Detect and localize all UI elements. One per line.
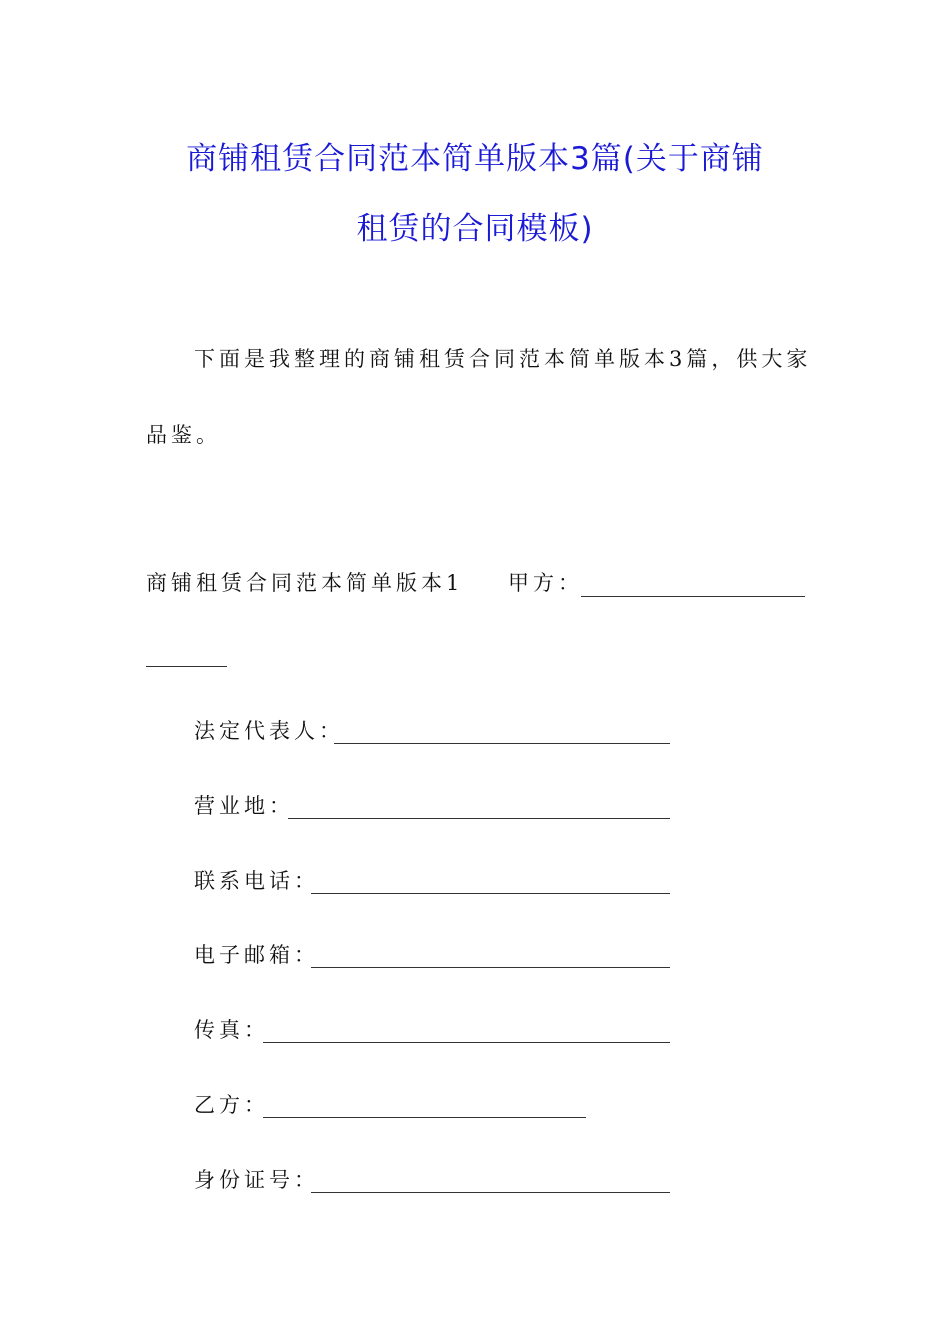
business-address-blank-line [288,818,670,819]
id-number-blank-line [311,1192,670,1193]
party-b-label: 乙方： [194,1093,269,1117]
phone-label: 联系电话： [194,869,319,893]
document-title-line-2: 租赁的合同模板) [356,211,594,247]
business-address-label: 营业地： [194,794,294,818]
document-title-line-1: 商铺租赁合同范本简单版本3篇(关于商铺 [186,141,764,177]
party-b-blank-line [263,1117,586,1118]
email-blank-line [311,967,670,968]
id-number-label: 身份证号： [194,1168,319,1192]
legal-rep-label: 法定代表人： [194,719,344,743]
section-heading: 商铺租赁合同范本简单版本1 [146,571,464,595]
email-label: 电子邮箱： [194,943,319,967]
party-a-blank-line [581,596,805,597]
legal-rep-blank-line [334,743,670,744]
intro-paragraph-line-1: 下面是我整理的商铺租赁合同范本简单版本3篇，供大家 [194,347,812,371]
party-a-label: 甲方： [508,571,583,595]
intro-paragraph-line-2: 品鉴。 [146,423,221,447]
fax-blank-line [263,1042,670,1043]
fax-label: 传真： [194,1018,269,1042]
phone-blank-line [311,893,670,894]
party-a-blank-line-continued [146,666,227,667]
